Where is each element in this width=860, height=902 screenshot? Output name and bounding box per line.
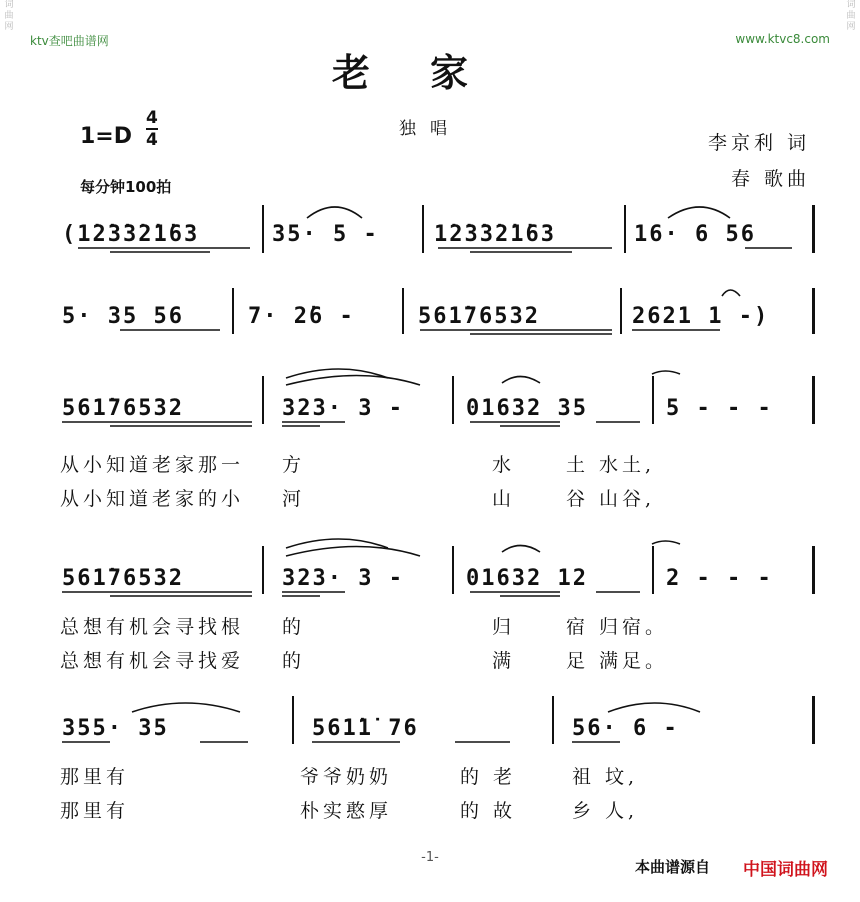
measure: 561̇1̇ 76 — [312, 716, 419, 741]
measure: 2621 1 -) — [632, 304, 770, 329]
measure: 56· 6 - — [572, 716, 679, 741]
slur — [286, 539, 388, 548]
lyric-line: 土 水土, — [566, 454, 656, 476]
lyric-line: 从小知道老家那一 — [60, 454, 245, 476]
lyric-line: 那里有 — [60, 800, 130, 822]
lyricist-credit: 李京利 词 — [707, 132, 810, 154]
composer-credit: 春 歌曲 — [730, 168, 810, 190]
key-signature: 1=D — [80, 124, 133, 149]
slur — [608, 703, 700, 712]
source-label: 本曲谱源自 — [634, 858, 710, 876]
slur — [286, 376, 420, 386]
lyric-line: 总想有机会寻找爱 — [60, 650, 245, 672]
barline — [402, 288, 404, 334]
measure: 16· 6 56 — [634, 222, 756, 247]
lyric-line: 河 — [282, 488, 306, 510]
slur — [722, 290, 740, 296]
time-signature — [146, 108, 158, 150]
measure: 7· 2̇6 - — [248, 304, 355, 329]
header-left-site[interactable]: ktv查吧曲谱网 — [30, 34, 109, 48]
lyric-line: 的 老 — [460, 766, 517, 788]
lyric-line: 爷爷奶奶 — [300, 766, 393, 788]
time-top: 4 — [146, 108, 158, 128]
barline — [652, 376, 654, 424]
measure: 561̇76532 — [418, 304, 540, 329]
lyric-line: 方 — [282, 454, 306, 476]
tempo-marking: 每分钟100拍 — [80, 178, 172, 196]
slur — [502, 377, 540, 384]
lyric-line: 宿 归宿。 — [566, 616, 669, 638]
measure: 355· 35 — [62, 716, 169, 741]
source-site-link[interactable]: 中国词曲网 — [743, 860, 828, 880]
measure: (1̇2̇3̇3̇2̇1̇63 — [62, 222, 200, 247]
slur — [652, 541, 680, 544]
measure: 5· 35 56 — [62, 304, 184, 329]
lyric-line: 从小知道老家的小 — [60, 488, 245, 510]
measure: 2 - - - — [666, 566, 773, 591]
lyric-line: 朴实憨厚 — [300, 800, 393, 822]
header-right-site[interactable]: www.ktvc8.com — [735, 32, 830, 46]
barline — [552, 696, 554, 744]
time-bottom: 4 — [146, 130, 158, 150]
lyric-line: 满 — [492, 650, 516, 672]
slur — [286, 369, 388, 378]
measure: 5 - - - — [666, 396, 773, 421]
song-title: 老家 — [331, 50, 528, 95]
barline — [812, 546, 815, 594]
barline — [262, 376, 264, 424]
barline — [262, 205, 264, 253]
barline — [452, 546, 454, 594]
lyric-line: 水 — [492, 454, 516, 476]
page-number: -1- — [421, 850, 439, 865]
lyric-line: 的 — [282, 650, 306, 672]
lyric-line: 总想有机会寻找根 — [60, 616, 245, 638]
measure: 1̇2̇3̇3̇2̇1̇63 — [434, 222, 556, 247]
lyric-line: 乡 人, — [572, 800, 639, 822]
slur — [502, 546, 540, 553]
barline — [812, 288, 815, 334]
slur — [668, 207, 730, 218]
measure: 561̇76532 — [62, 396, 184, 421]
lyric-line: 的 — [282, 616, 306, 638]
barline — [452, 376, 454, 424]
measure: 35· 5 - — [272, 222, 379, 247]
barline — [262, 546, 264, 594]
left-watermark-column: 词 曲 网 — [4, 0, 14, 32]
measure: 561̇76532 — [62, 566, 184, 591]
song-subtitle: 独唱 — [399, 119, 461, 139]
slur — [652, 371, 680, 374]
lyric-line: 山 — [492, 488, 516, 510]
slur — [286, 547, 420, 557]
barline — [620, 288, 622, 334]
measure: 323· 3 - — [282, 396, 404, 421]
barline — [422, 205, 424, 253]
slur — [307, 207, 362, 218]
barline — [624, 205, 626, 253]
right-watermark-column: 词 曲 网 — [846, 0, 856, 32]
measure: 01632 12 — [466, 566, 588, 591]
barline — [812, 696, 815, 744]
barline — [232, 288, 234, 334]
lyric-line: 的 故 — [460, 800, 517, 822]
lyric-line: 谷 山谷, — [566, 488, 656, 510]
slur — [132, 703, 240, 712]
barline — [812, 376, 815, 424]
lyric-line: 足 满足。 — [566, 650, 669, 672]
barline — [292, 696, 294, 744]
barline — [652, 546, 654, 594]
measure: 01632 35 — [466, 396, 588, 421]
lyric-line: 归 — [492, 616, 516, 638]
measure: 323· 3 - — [282, 566, 404, 591]
lyric-line: 那里有 — [60, 766, 130, 788]
lyric-line: 祖 坟, — [572, 766, 639, 788]
barline — [812, 205, 815, 253]
